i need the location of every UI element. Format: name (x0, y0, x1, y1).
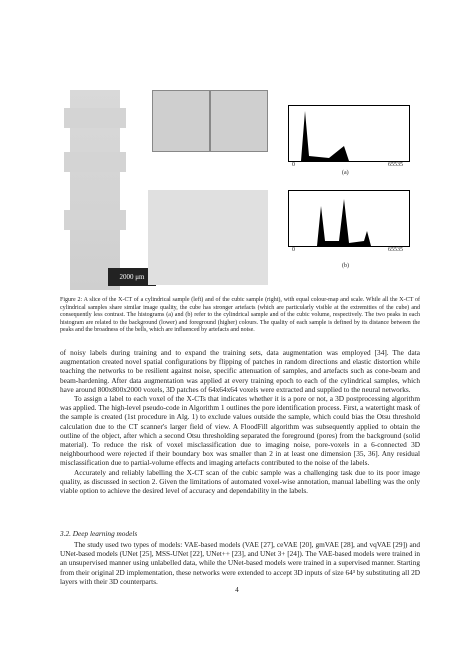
histogram-b-label: (b) (342, 263, 349, 269)
histogram-b-tick-right: 65535 (388, 247, 403, 253)
histogram-a (288, 105, 410, 162)
zoom-inset-cube (210, 90, 268, 152)
figure-caption: Figure 2: A slice of the X-CT of a cylindrical sample (left) and of the cubic sample (right), with equal colour-map and scale. While all the X-CT of cylindrical samples share similar image quality, the cube has stronger artefacts (which are particularly visible at the extremities of the cube) and consequently less contrast. The histograms (a) and (b) refer to the cylindrical sample and of the cubic volume, respectively. The two peaks in each histogram are related to the background (lower) and foreground (higher) colours. The quality of each sample is defined by its distance between the peaks and the broadness of the bells, which are influenced by artefacts and noise. (60, 297, 420, 334)
zoom-inset-cylinder (152, 90, 210, 152)
histogram-a-tick-left: 0 (292, 162, 295, 168)
paragraph: of noisy labels during training and to expand the training sets, data augmentation was employed [34]. The data augmentation created novel spatial configurations by flipping of patches in random directions and elastic distortion while teaching the networks to be resilient against noise, specific attenuation of samples, and artefacts such as cone-beam and beam-hardening. After data augmentation was applied at every training epoch to each of the cylindrical samples, which have around 800x800x2000 voxels, 3D patches of 64x64x64 voxels were extracted and supplied to the neural networks. (60, 348, 420, 394)
figure-2 (60, 90, 420, 295)
section-body (60, 540, 420, 586)
body-text (60, 348, 420, 495)
page-number: 4 (235, 585, 239, 594)
histogram-b (288, 190, 410, 247)
histogram-a-label: (a) (342, 170, 349, 176)
cylinder-step (64, 108, 126, 128)
histogram-b-tick-left: 0 (292, 247, 295, 253)
paragraph: To assign a label to each voxel of the X-CTs that indicates whether it is a pore or not, a 3D postprocessing algorithm was applied. The high-level pseudo-code in Algorithm 1 outlines the pore identification process. First, a watertight mask of the sample is created (1st procedure in Alg. 1) to exclude values outside the sample, which could bias the Otsu threshold calculation due to the CT scanner's larger field of view. A FloodFill algorithm was subsequently applied to obtain the outline of the object, after which a second Otsu thresholding separated the foreground (pores) from the background (solid material). To reduce the risk of voxel misclassification due to imaging noise, pore-voxels in a 6-connected 3D neighbourhood were rejected if their boundary box was smaller than 2 in at least one dimension [35, 36]. Any residual misclassification due to partial-volume effects and imaging artefacts contributed to the noise of the labels. (60, 394, 420, 468)
cylinder-step (64, 152, 126, 172)
section-title: 3.2. Deep learning models (60, 529, 138, 538)
paragraph: The study used two types of models: VAE-based models (VAE [27], ceVAE [20], gmVAE [28], and vqVAE [29]) and UNet-based models (UNet [25], MSS-UNet [22], UNet++ [23], and UNet 3+ [24]). The VAE-based models were trained in an unsupervised manner using unlabelled data, while the UNet-based models were trained in a supervised manner. Starting from their original 2D implementation, these networks were extended to accept 3D inputs of size 64³ by substituting all 2D layers with their 3D counterparts. (60, 540, 420, 586)
histogram-a-tick-right: 65535 (388, 162, 403, 168)
cube-xct-slice (148, 190, 268, 285)
cylinder-step (64, 210, 126, 230)
cylinder-xct-slice (70, 90, 120, 290)
paragraph: Accurately and reliably labelling the X-CT scan of the cubic sample was a challenging task due to its poor image quality, as discussed in section 2. Given the limitations of automated voxel-wise annotation, manual labelling was the only viable option to achieve the desired level of accuracy and dependability in the labels. (60, 467, 420, 496)
scale-bar: 2000 μm (108, 268, 156, 286)
